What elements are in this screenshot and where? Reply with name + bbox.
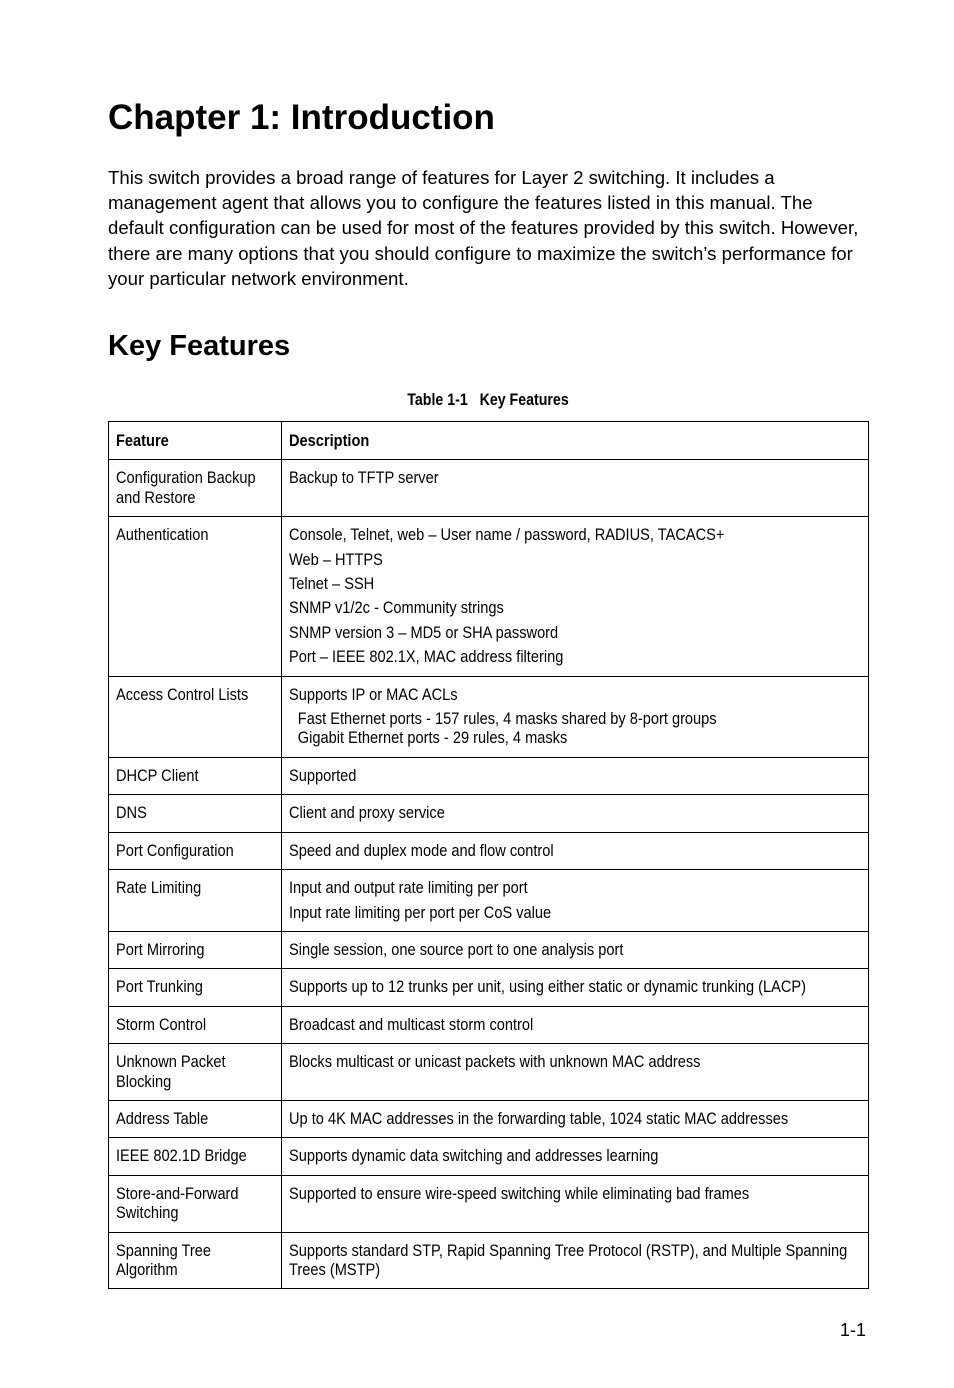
table-row <box>109 832 869 869</box>
description-cell <box>282 757 869 794</box>
description-line: Single session, one source port to one analysis port <box>289 939 624 959</box>
description-line: Web – HTTPS <box>289 549 383 569</box>
feature-name: IEEE 802.1D Bridge <box>116 1146 247 1166</box>
header-description: Description <box>282 422 869 460</box>
header-feature: Feature <box>109 422 282 460</box>
feature-cell <box>109 1044 282 1101</box>
feature-cell <box>109 1232 282 1289</box>
feature-name: Unknown Packet Blocking <box>116 1052 226 1091</box>
feature-name: Port Mirroring <box>116 939 205 959</box>
table-row <box>109 969 869 1006</box>
feature-cell <box>109 1175 282 1232</box>
description-line: Input rate limiting per port per CoS value <box>289 902 552 922</box>
description-line: Supports standard STP, Rapid Spanning Tree Protocol (RSTP), and Multiple Spanning Trees (MSTP) <box>289 1240 848 1279</box>
description-cell <box>282 1232 869 1289</box>
table-row <box>109 870 869 932</box>
description-line: Broadcast and multicast storm control <box>289 1014 534 1034</box>
description-line: Speed and duplex mode and flow control <box>289 840 554 860</box>
table-row <box>109 1044 869 1101</box>
section-title: Key Features <box>108 330 291 362</box>
feature-name: Store-and-Forward Switching <box>116 1183 239 1223</box>
page-number: 1-1 <box>839 1320 866 1340</box>
description-line: Supported <box>289 765 357 785</box>
feature-cell <box>109 832 282 869</box>
description-line: Supports dynamic data switching and addresses learning <box>289 1146 659 1166</box>
feature-cell <box>109 1006 282 1043</box>
table-row <box>109 460 869 517</box>
description-line: SNMP version 3 – MD5 or SHA password <box>289 622 559 642</box>
chapter-title: Chapter 1: Introduction <box>108 98 495 137</box>
table-row <box>109 1006 869 1043</box>
table-body <box>109 460 869 1289</box>
feature-cell <box>109 969 282 1006</box>
description-line: Supported to ensure wire-speed switching while eliminating bad frames <box>289 1183 750 1203</box>
description-line: Up to 4K MAC addresses in the forwarding table, 1024 static MAC addresses <box>289 1108 789 1128</box>
table-row <box>109 1175 869 1232</box>
description-cell <box>282 1044 869 1101</box>
description-cell <box>282 832 869 869</box>
description-cell <box>282 460 869 517</box>
description-cell <box>282 969 869 1006</box>
table-row <box>109 757 869 794</box>
feature-cell <box>109 1100 282 1137</box>
table-header-row <box>109 422 869 460</box>
feature-cell <box>109 795 282 832</box>
description-line: Port – IEEE 802.1X, MAC address filtering <box>289 647 564 667</box>
feature-cell <box>109 676 282 757</box>
description-cell <box>282 795 869 832</box>
description-line: Gigabit Ethernet ports - 29 rules, 4 masks <box>297 728 568 748</box>
feature-cell <box>109 757 282 794</box>
description-cell <box>282 1138 869 1175</box>
feature-cell <box>109 870 282 932</box>
feature-cell <box>109 517 282 676</box>
feature-name: DHCP Client <box>116 765 199 785</box>
key-features-table <box>108 421 869 1289</box>
table-row <box>109 1232 869 1289</box>
feature-name: Port Trunking <box>116 977 203 997</box>
feature-name: Access Control Lists <box>116 684 249 704</box>
description-line: Blocks multicast or unicast packets with unknown MAC address <box>289 1052 701 1072</box>
description-cell <box>282 1006 869 1043</box>
table-row <box>109 931 869 968</box>
feature-name: Storm Control <box>116 1014 207 1034</box>
description-line: Telnet – SSH <box>289 574 375 594</box>
description-cell <box>282 676 869 757</box>
table-row <box>109 1138 869 1175</box>
feature-name: Configuration Backup and Restore <box>116 468 256 507</box>
description-cell <box>282 1100 869 1137</box>
feature-name: Rate Limiting <box>116 878 202 898</box>
description-cell <box>282 931 869 968</box>
table-row <box>109 517 869 676</box>
description-line: Input and output rate limiting per port <box>289 878 528 898</box>
table-row <box>109 676 869 757</box>
feature-cell <box>109 460 282 517</box>
table-row <box>109 1100 869 1137</box>
feature-name: Port Configuration <box>116 840 234 860</box>
description-line: Supports IP or MAC ACLs <box>289 684 458 704</box>
description-line: Backup to TFTP server <box>289 468 439 488</box>
description-cell <box>282 517 869 676</box>
description-line: Supports up to 12 trunks per unit, using either static or dynamic trunking (LACP) <box>289 977 807 997</box>
description-line: Fast Ethernet ports - 157 rules, 4 masks shared by 8-port groups <box>297 709 717 729</box>
table-row <box>109 795 869 832</box>
description-line: Console, Telnet, web – User name / password, RADIUS, TACACS+ <box>289 525 725 545</box>
feature-cell <box>109 1138 282 1175</box>
intro-paragraph: This switch provides a broad range of features for Layer 2 switching. It includes a management agent that allows you to configure the features listed in this manual. The default configuration can be used for most of the features provided by this switch. However, there are many options that you should configure to maximize the switch’s performance for your particular network environment. <box>108 167 859 289</box>
feature-cell <box>109 931 282 968</box>
feature-name: Address Table <box>116 1108 209 1128</box>
feature-name: DNS <box>116 803 147 823</box>
description-line: SNMP v1/2c - Community strings <box>289 598 504 618</box>
feature-name: Authentication <box>116 525 209 545</box>
description-line: Client and proxy service <box>289 803 445 823</box>
description-cell <box>282 870 869 932</box>
table-caption: Table 1-1 Key Features <box>407 391 569 409</box>
feature-name: Spanning Tree Algorithm <box>116 1240 211 1279</box>
description-cell <box>282 1175 869 1232</box>
